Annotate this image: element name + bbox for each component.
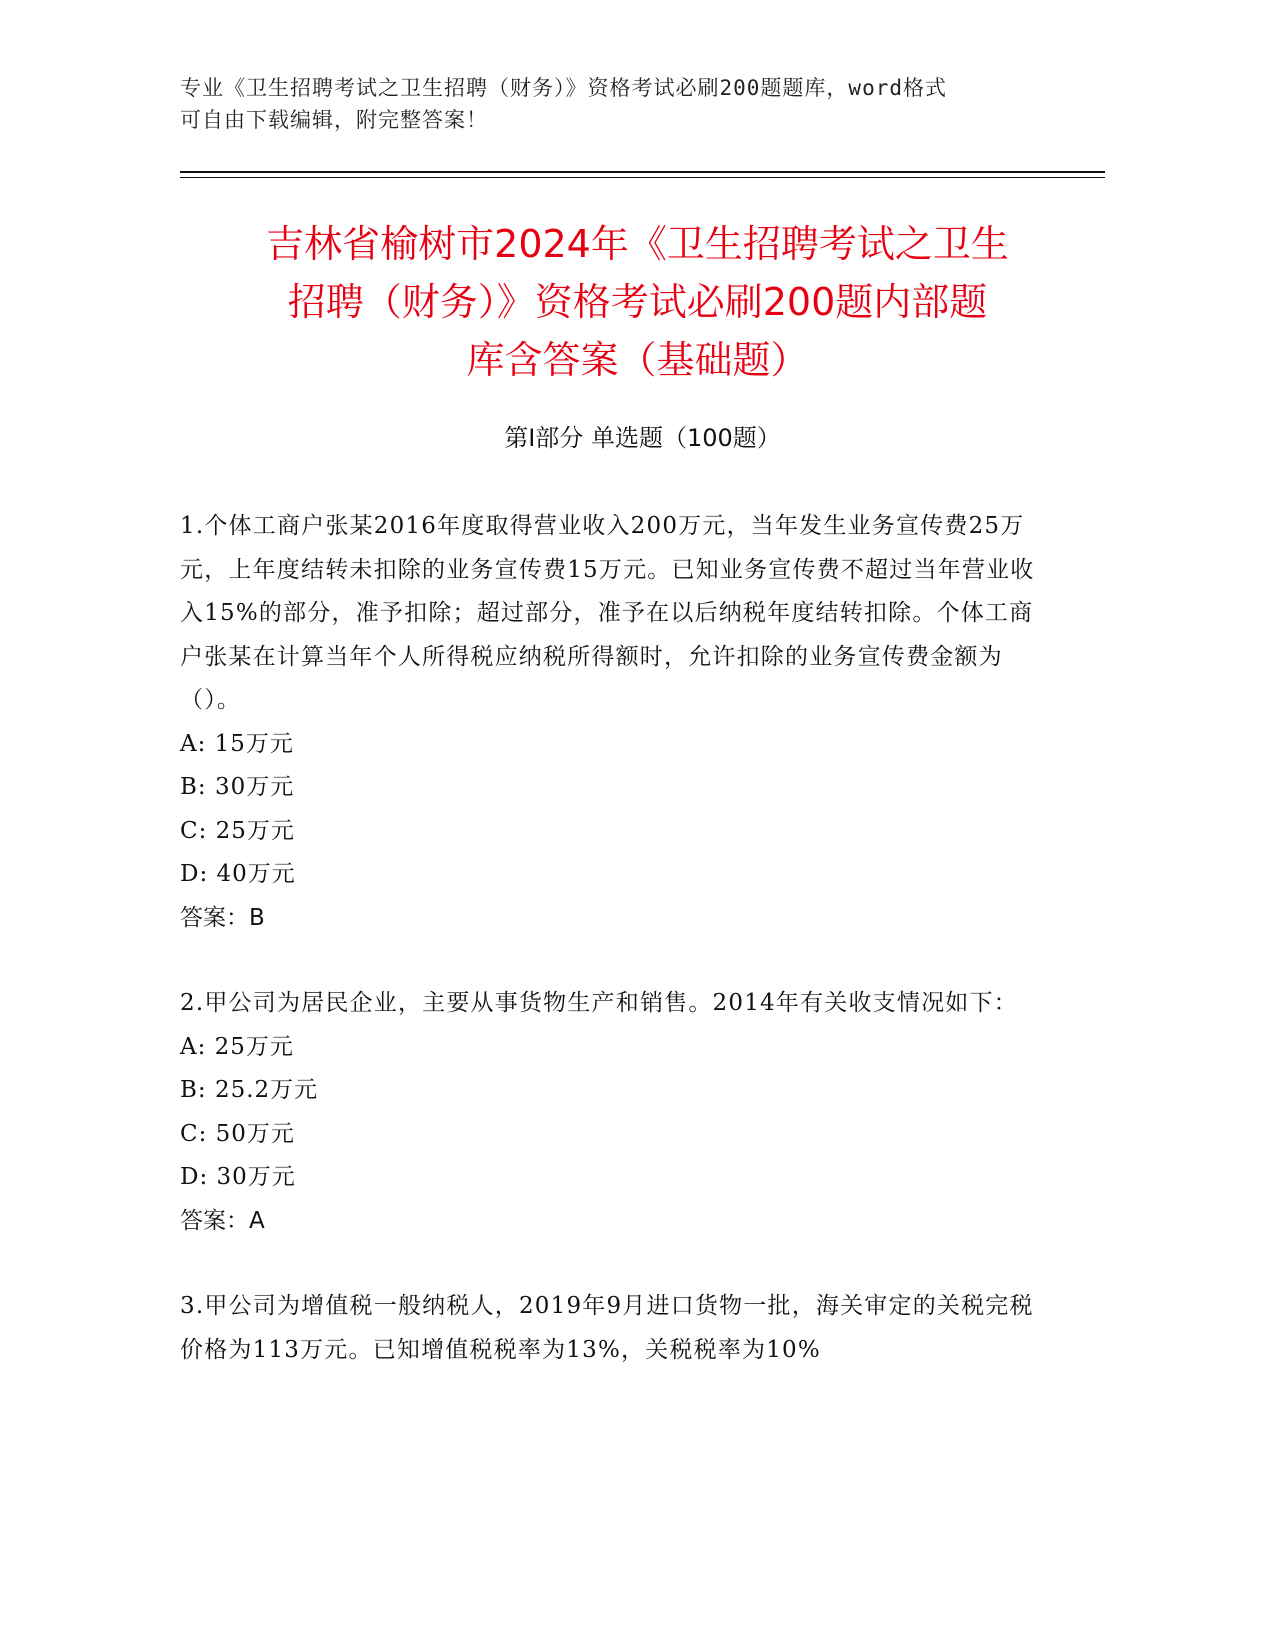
header-note-line-1: 专业《卫生招聘考试之卫生招聘（财务）》资格考试必刷200题题库，word格式 [180,76,947,100]
question-list [180,505,1050,1414]
document-title-line-2: 招聘（财务）》资格考试必刷200题内部题 [287,280,988,324]
question-stem: 1.个体工商户张某2016年度取得营业收入200万元，当年发生业务宣传费25万元，上年度结转未扣除的业务宣传费15万元。已知业务宣传费不超过当年营业收入15%的部分，准予扣除；超过部分，准予在以后纳税年度结转扣除。个体工商户张某在计算当年个人所得税应纳税所得额时，允许扣除的业务宣传费金额为（）。 [180,513,1035,713]
document-title [150,215,1125,389]
option-a: A: 25万元 [180,1033,294,1060]
option-d: D: 30万元 [180,1164,296,1190]
option-c: C: 25万元 [180,817,295,844]
option-b: B: 30万元 [180,774,295,800]
header-divider-thin [180,177,1105,178]
question-stem: 3.甲公司为增值税一般纳税人，2019年9月进口货物一批，海关审定的关税完税价格为113万元。已知增值税税率为13%，关税税率为10% [180,1293,1034,1363]
option-c: C: 50万元 [180,1120,295,1147]
option-b: B: 25.2万元 [180,1077,319,1103]
question-3 [180,1285,1050,1372]
question-2 [180,982,1050,1243]
option-d: D: 40万元 [180,861,296,887]
question-stem: 2.甲公司为居民企业，主要从事货物生产和销售。2014年有关收支情况如下： [180,990,1018,1016]
header-note-line-2: 可自由下载编辑，附完整答案！ [180,108,488,132]
header-note [180,72,1080,136]
document-title-line-1: 吉林省榆树市2024年《卫生招聘考试之卫生 [266,222,1009,266]
section-heading: 第I部分 单选题（100题） [504,424,781,452]
answer: 答案：B [180,904,265,931]
question-1 [180,505,1050,940]
header-divider-thick [180,171,1105,173]
document-title-line-3: 库含答案（基础题） [466,338,809,382]
option-a: A: 15万元 [180,730,294,757]
answer: 答案：A [180,1207,265,1234]
